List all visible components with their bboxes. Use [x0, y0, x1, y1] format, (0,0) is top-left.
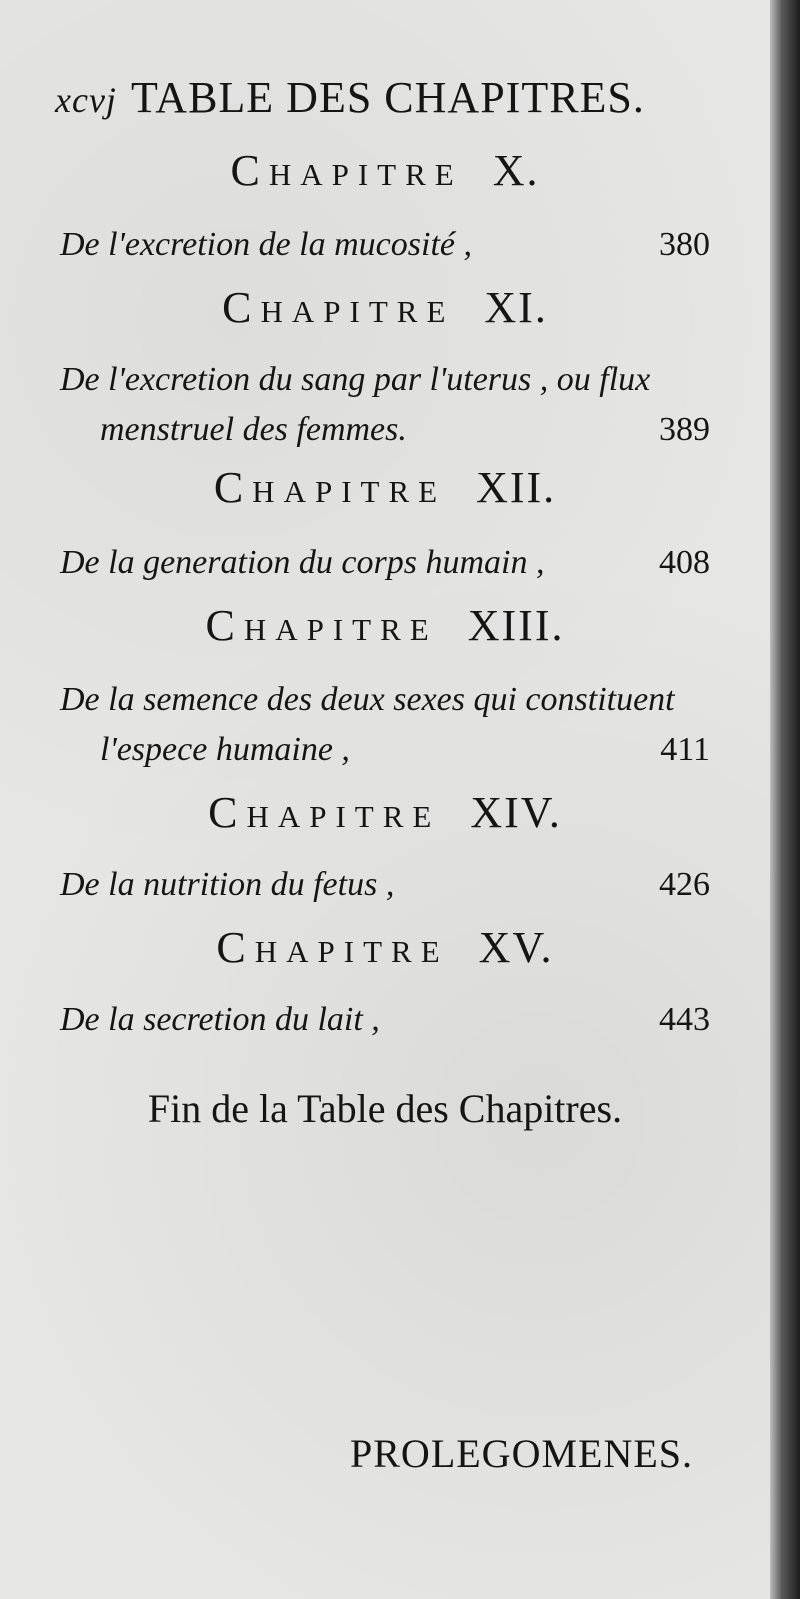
chapter-numeral: XIV. [470, 788, 562, 837]
entry-text: De la generation du corps humain , [60, 544, 545, 581]
entry-page-number: 389 [659, 411, 710, 448]
catchword: PROLEGOMENES. [350, 1431, 694, 1476]
toc-entry [60, 860, 710, 910]
chapter-heading [0, 145, 770, 196]
entry-text: De la semence des deux sexes qui constituent [60, 681, 675, 718]
chapter-numeral: XI. [484, 283, 548, 332]
chapter-numeral: XII. [476, 463, 557, 512]
chapter-label: Chapitre [213, 463, 447, 512]
chapter-heading [0, 282, 770, 333]
chapter-heading [0, 600, 770, 651]
entry-text-continuation: l'espece humaine , [100, 731, 350, 768]
entry-page-number: 426 [659, 866, 710, 903]
entry-text-continuation: menstruel des femmes. [100, 411, 407, 448]
entry-page-number: 443 [659, 1001, 710, 1038]
entry-text: De l'excretion de la mucosité , [60, 226, 472, 263]
page-folio: xcvj [55, 80, 117, 120]
chapter-numeral: XV. [478, 923, 554, 972]
chapter-numeral: X. [492, 146, 540, 195]
chapter-numeral: XIII. [467, 601, 565, 650]
toc-entry [60, 995, 710, 1045]
chapter-label: Chapitre [230, 146, 463, 195]
chapter-label: Chapitre [222, 283, 455, 332]
toc-entry [60, 675, 710, 775]
chapter-heading [0, 462, 770, 513]
entry-text: De l'excretion du sang par l'uterus , ou flux [60, 361, 651, 398]
entry-page-number: 411 [660, 731, 710, 768]
table-end-note: Fin de la Table des Chapitres. [147, 1086, 623, 1131]
entry-text: De la nutrition du fetus , [60, 866, 395, 903]
entry-page-number: 408 [659, 544, 710, 581]
chapter-label: Chapitre [216, 923, 449, 972]
toc-entry [60, 538, 710, 588]
page-edge-shadow [770, 0, 800, 1599]
chapter-heading [0, 787, 770, 838]
toc-entry [60, 220, 710, 270]
entry-page-number: 380 [659, 226, 710, 263]
running-header [55, 72, 695, 123]
entry-text: De la secretion du lait , [60, 1001, 380, 1038]
chapter-label: Chapitre [205, 601, 438, 650]
toc-entry [60, 355, 710, 455]
page-title: TABLE DES CHAPITRES. [130, 73, 645, 122]
chapter-heading [0, 922, 770, 973]
chapter-label: Chapitre [208, 788, 441, 837]
